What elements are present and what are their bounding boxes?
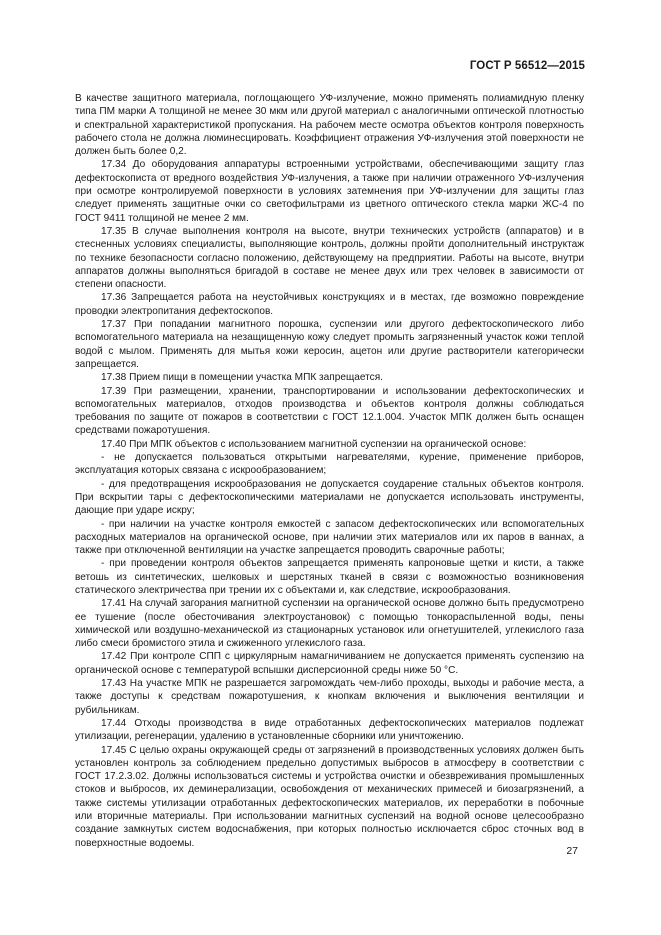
- document-body: [75, 92, 584, 850]
- paragraph: 17.45 С целью охраны окружающей среды от загрязнений в производственных условиях должен быть установлен контроль за соблюдением предельно допустимых выбросов в атмосферу в соответствии с ГОСТ 17.2.3.02. Должны использоваться системы и устройства очистки и обезвреживания промышленных стоков и выбросов, их деминерализации, освобождения от механических примесей и биозагрязнений, а также системы утилизации отработанных дефектоскопических материалов, их переработки в побочные или вторичные материалы. При использовании магнитных суспензий на водной основе целесообразно создание замкнутых систем водоснабжения, при которых полностью исключается сброс сточных вод в поверхностные водоемы.: [75, 744, 584, 849]
- paragraph: 17.34 До оборудования аппаратуры встроенными устройствами, обеспечивающими защиту глаз дефектоскописта от вредного воздействия УФ-излучения, а также при наличии отраженного УФ-излучения при осмотре контролируемой поверхности в условиях затемнения при УФ-излучении для защиты глаз следует применять защитные очки со светофильтрами из цветного оптического стекла марки ЖС-4 по ГОСТ 9411 толщиной не менее 2 мм.: [75, 159, 584, 224]
- paragraph: 17.38 Прием пищи в помещении участка МПК запрещается.: [101, 372, 383, 384]
- paragraph: 17.44 Отходы производства в виде отработанных дефектоскопических материалов подлежат утилизации, регенерации, удалению в установленные сборники или уничтожению.: [75, 717, 584, 743]
- paragraph: 17.43 На участке МПК не разрешается загромождать чем-либо проходы, выходы и рабочие места, а также доступы к средствам пожаротушения, к кнопкам включения и выключения вентиляции и рубильникам.: [75, 678, 584, 716]
- paragraph: - при проведении контроля объектов запрещается применять капроновые щетки и кисти, а также ветошь из синтетических, шелковых и шерстяных тканей в связи с возможностью возникновения статического электричества при трении их с объектами и, как следствие, искрообразования.: [75, 558, 584, 596]
- paragraph: 17.35 В случае выполнения контроля на высоте, внутри технических устройств (аппаратов) и в стесненных условиях специалисты, выполняющие контроль, должны пройти дополнительный инструктаж по технике безопасности согласно положению, действующему на предприятии. Работы на высоте, внутри аппаратов должны выполняться бригадой в составе не менее двух или трех человек в зависимости от степени опасности.: [75, 225, 584, 291]
- standard-code-header: ГОСТ Р 56512—2015: [469, 60, 585, 72]
- paragraph: 17.39 При размещении, хранении, транспортировании и использовании дефектоскопических и вспомогательных материалов, отходов производства и объектов контроля должны соблюдаться требования по защите от пожаров в соответствии с ГОСТ 12.1.004. Участок МПК должен быть оснащен средствами пожаротушения.: [75, 385, 584, 437]
- paragraph: - для предотвращения искрообразования не допускается соударение стальных объектов контроля. При вскрытии тары с дефектоскопическими материалами не допускается использовать инструменты, дающие при ударе искру;: [75, 478, 584, 517]
- paragraph: 17.36 Запрещается работа на неустойчивых конструкциях и в местах, где возможно повреждение проводки электропитания дефектоскопов.: [75, 292, 584, 317]
- paragraph: - при наличии на участке контроля емкостей с запасом дефектоскопических или вспомогательных расходных материалов на органической основе, при наличии этих материалов или их паров в ваннах, а также при отключенной вентиляции на участке запрещается проводить сварочные работы;: [75, 518, 584, 557]
- paragraph: 17.40 При МПК объектов с использованием магнитной суспензии на органической основе:: [101, 438, 527, 450]
- paragraph: 17.37 При попадании магнитного порошка, суспензии или другого дефектоскопического либо вспомогательного материала на незащищенную кожу следует промыть загрязненный участок кожи теплой водой с мылом. Применять для мытья кожи керосин, ацетон или другие растворители категорически запрещается.: [75, 319, 584, 370]
- paragraph: 17.42 При контроле СПП с циркулярным намагничиванием не допускается применять суспензию на органической основе с температурой вспышки дисперсионной среды ниже 50 °С.: [75, 651, 584, 676]
- page-number: 27: [566, 845, 578, 857]
- paragraph: - не допускается пользоваться открытыми нагревателями, курение, применение приборов, эксплуатация которых связана с искрообразованием;: [75, 452, 584, 477]
- paragraph: В качестве защитного материала, поглощающего УФ-излучение, можно применять полиамидную пленку типа ПМ марки А толщиной не менее 30 мкм или другой материал с аналогичными оптической плотностью и спектральной характеристикой пропускания. На рабочем месте осмотра объектов контроля поверхность рабочего стола не должна люминесцировать. Коэффициент отражения УФ-излучения этой поверхности не должен быть более 0,2.: [75, 93, 584, 158]
- paragraph: 17.41 На случай загорания магнитной суспензии на органической основе должно быть предусмотрено ее тушение (после обесточивания электроустановок) с помощью тонкораспыленной воды, пены химической или воздушно-механической из стационарных установок или огнетушителей, углекислого газа либо смеси бромистого этила и сжиженного углекислого газа.: [75, 598, 584, 650]
